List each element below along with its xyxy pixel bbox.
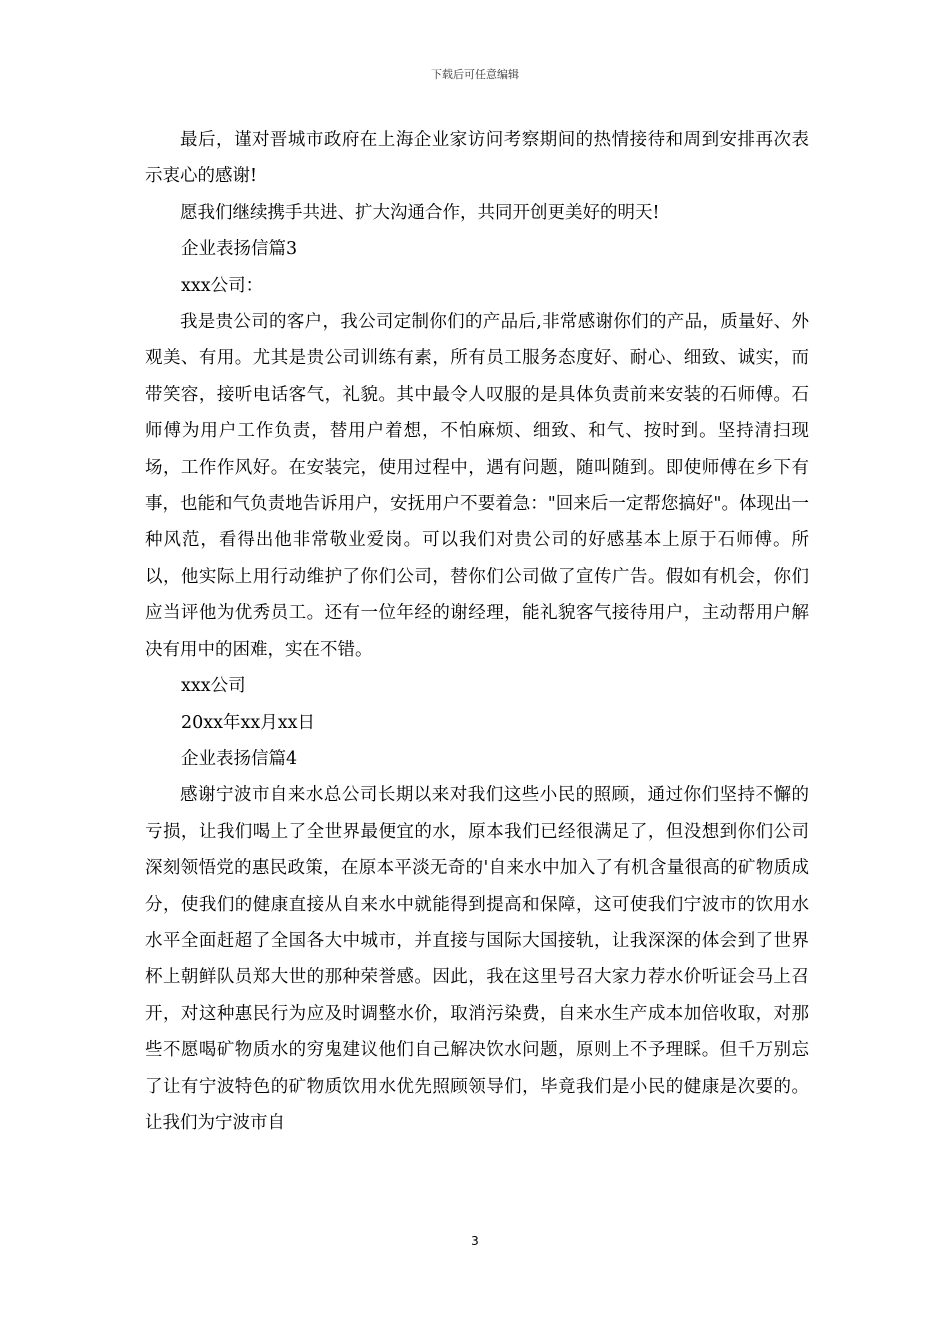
section-heading-4: 企业表扬信篇4 — [181, 748, 298, 769]
page-header-note: 下载后可任意编辑 — [431, 68, 519, 81]
letter-salutation: xxx公司： — [181, 275, 264, 296]
letter-date: 20xx年xx月xx日 — [181, 712, 315, 733]
document-body — [145, 122, 809, 1141]
section-heading-3: 企业表扬信篇3 — [181, 239, 298, 260]
letter-4-body-paragraph: 感谢宁波市自来水总公司长期以来对我们这些小民的照顾，通过你们坚持不懈的亏损，让我们喝上了全世界最便宜的水，原本我们已经很满足了，但没想到你们公司深刻领悟党的惠民政策，在原本平淡无奇的'自来水中加入了有机含量很高的矿物质成分，使我们的健康直接从自来水中就能得到提高和保障，这可使我们宁波市的饮用水水平全面赶超了全国各大中城市，并直接与国际大国接轨，让我深深的体会到了世界杯上朝鲜队员郑大世的那种荣誉感。因此，我在这里号召大家力荐水价听证会马上召开，对这种惠民行为应及时调整水价，取消污染费，自来水生产成本加倍收取，对那些不愿喝矿物质水的穷鬼建议他们自己解决饮水问题，原则上不予理睬。但千万别忘了让有宁波特色的矿物质饮用水优先照顾领导们，毕竟我们是小民的健康是次要的。让我们为宁波市自 — [145, 785, 809, 1133]
letter-body-paragraph: 我是贵公司的客户，我公司定制你们的产品后,非常感谢你们的产品，质量好、外观美、有用。尤其是贵公司训练有素，所有员工服务态度好、耐心、细致、诚实，而带笑容，接听电话客气，礼貌。其中最令人叹服的是具体负责前来安装的石师傅。石师傅为用户工作负责，替用户着想，不怕麻烦、细致、和气、按时到。坚持清扫现场，工作作风好。在安装完，使用过程中，遇有问题，随叫随到。即使师傅在乡下有事，也能和气负责地告诉用户，安抚用户不要着急："回来后一定帮您搞好"。体现出一种风范，看得出他非常敬业爱岗。可以我们对贵公司的好感基本上原于石师傅。所以，他实际上用行动维护了你们公司，替你们公司做了宣传广告。假如有机会，你们应当评他为优秀员工。还有一位年经的谢经理，能礼貌客气接待用户，主动帮用户解决有用中的困难，实在不错。 — [145, 312, 809, 660]
page-number: 3 — [471, 1234, 479, 1248]
closing-paragraph: 最后，谨对晋城市政府在上海企业家访问考察期间的热情接待和周到安排再次表示衷心的感谢! — [145, 130, 809, 187]
letter-signature: xxx公司 — [181, 676, 246, 697]
wish-paragraph: 愿我们继续携手共进、扩大沟通合作，共同开创更美好的明天! — [180, 202, 660, 223]
